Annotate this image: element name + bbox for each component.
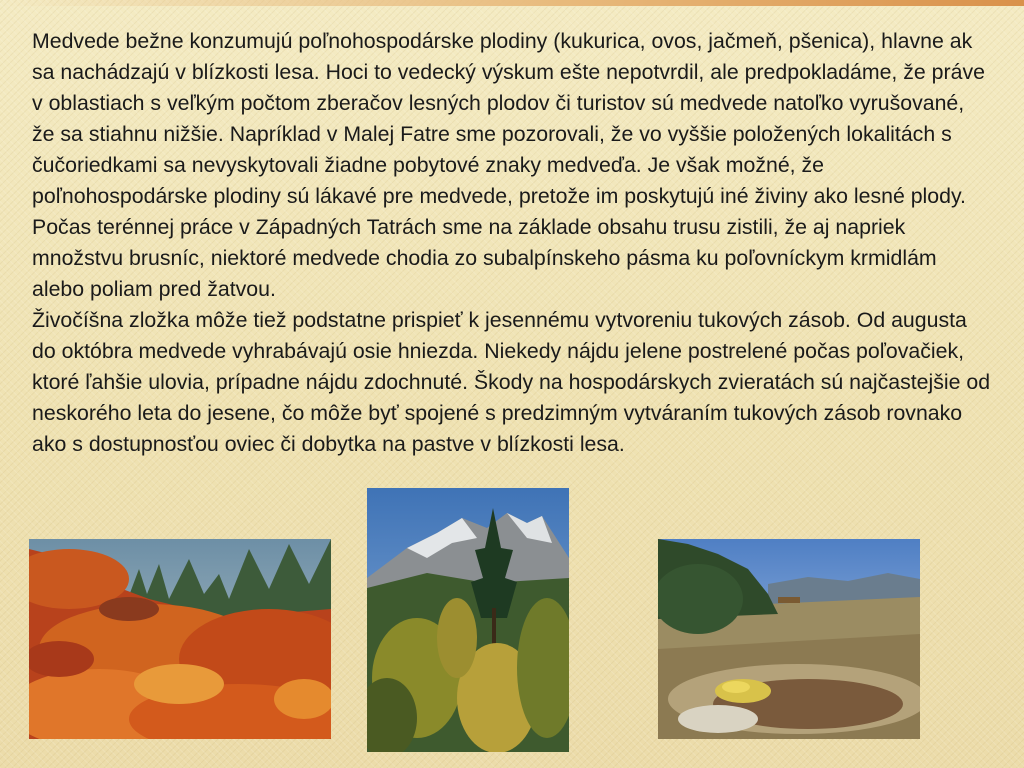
- blueberry-shrubs-photo: [29, 539, 331, 739]
- top-accent-line: [0, 0, 1024, 6]
- slide-body-text: [32, 26, 992, 460]
- feeding-site-photo: [658, 539, 920, 739]
- mountain-larch-photo: [367, 488, 569, 752]
- paragraph-animal-food: Živočíšna zložka môže tiež podstatne prispieť k jesennému vytvoreniu tukových zásob. Od augusta do októbra medvede vyhrabávajú osie hniezda. Niekedy nájdu jelene postrelené počas poľovačiek, ktoré ľahšie ulovia, prípadne nájdu zdochnuté. Škody na hospodárskych zvieratách sú najčastejšie od neskorého leta do jesene, čo môže byť spojené s predzimným vytváraním tukových zásob rovnako ako s dostupnosťou oviec či dobytka na pastve v blízkosti lesa.: [32, 308, 991, 456]
- paragraph-crops: Medvede bežne konzumujú poľnohospodárske plodiny (kukurica, ovos, jačmeň, pšenica), hlavne ak sa nachádzajú v blízkosti lesa. Hoci to vedecký výskum ešte nepotvrdil, ale predpokladáme, že práve v oblastiach s veľkým počtom zberačov lesných plodov či turistov sú medvede natoľko vyrušované, že sa stiahnu nižšie. Napríklad v Malej Fatre sme pozorovali, že vo vyššie položených lokalitách s čučoriedkami sa nevyskytovali žiadne pobytové znaky medveďa. Je však možné, že poľnohospodárske plodiny sú lákavé pre medvede, pretože im poskytujú iné živiny ako lesné plody. Počas terénnej práce v Západných Tatrách sme na základe obsahu trusu zistili, že aj napriek množstvu brusníc, niektoré medvede chodia zo subalpínskeho pásma ku poľovníckym krmidlám alebo poliam pred žatvou.: [32, 29, 985, 301]
